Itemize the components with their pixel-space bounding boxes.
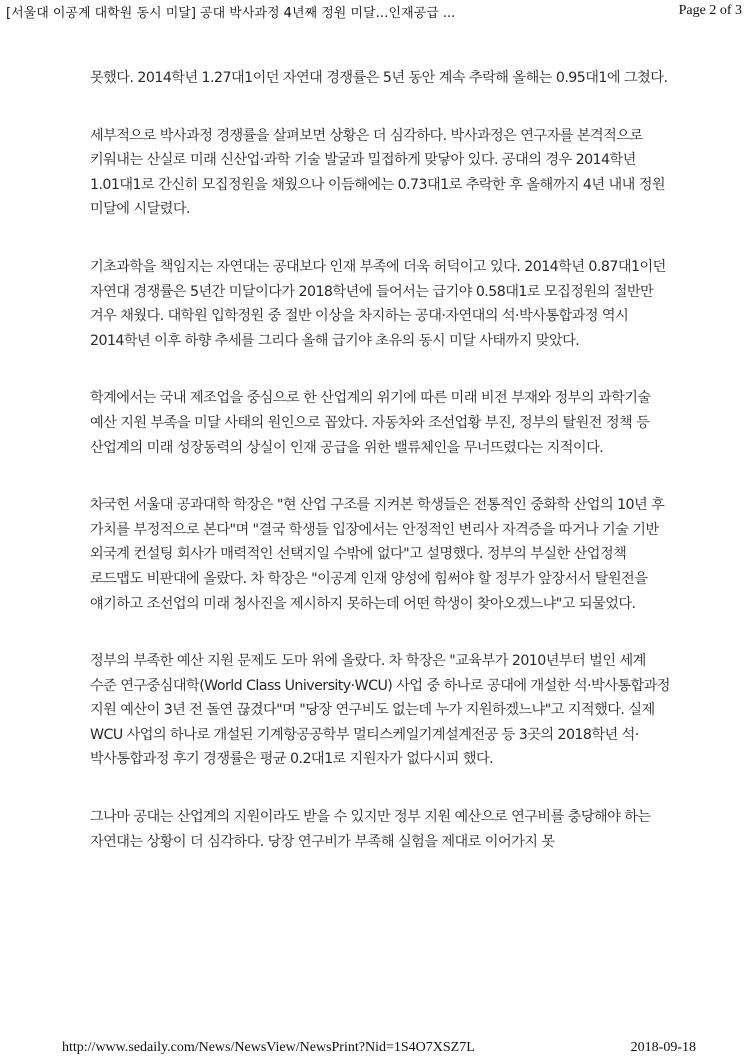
footer-url: http://www.sedaily.com/News/NewsView/NewsPrint?Nid=1S4O7XSZ7L: [62, 1040, 475, 1055]
article-paragraph: 학계에서는 국내 제조업을 중심으로 한 산업계의 위기에 따른 미래 비전 부재와 정부의 과학기술 예산 지원 부족을 미달 사태의 원인으로 꼽았다. 자동차와 조선업황 부진, 정부의 탈원전 정책 등 산업계의 미래 성장동력의 상실이 인재 공급을 위한 밸류체인을 무너뜨렸다는 지적이다.: [90, 390, 651, 456]
article-paragraph: 그나마 공대는 산업계의 지원이라도 받을 수 있지만 정부 지원 예산으로 연구비를 충당해야 하는 자연대는 상황이 더 심각하다. 당장 연구비가 부족해 실험을 제대로 이어가지 못: [90, 809, 651, 850]
article-paragraph: 못했다. 2014학년 1.27대1이던 자연대 경쟁률은 5년 동안 계속 추락해 올해는 0.95대1에 그쳤다.: [90, 70, 668, 86]
article-paragraph: 기초과학을 책임지는 자연대는 공대보다 인재 부족에 더욱 허덕이고 있다. 2014학년 0.87대1이던 자연대 경쟁률은 5년간 미달이다가 2018학년에 들어서는 급기야 0.58대1로 모집정원의 절반만 겨우 채웠다. 대학원 입학정원 중 절반 이상을 차지하는 공대·자연대의 석·박사통합과정 역시 2014학년 이후 하향 추세를 그리다 올해 급기야 초유의 동시 미달 사태까지 맞았다.: [90, 258, 666, 349]
article-paragraph: 정부의 부족한 예산 지원 문제도 도마 위에 올랐다. 차 학장은 "교육부가 2010년부터 벌인 세계 수준 연구중심대학(World Class University·WCU) 사업 중 하나로 공대에 개설한 석·박사통합과정 지원 예산이 3년 전 돌연 끊겼다"며 "당장 연구비도 없는데 누가 지원하겠느냐"고 지적했다. 실제 WCU 사업의 하나로 개설된 기계항공공학부 멀티스케일기계설계전공 등 3곳의 2018학년 석·박사통합과정 후기 경쟁률은 평균 0.2대1로 지원자가 없다시피 했다.: [90, 653, 670, 768]
header-title: [서울대 이공계 대학원 동시 미달] 공대 박사과정 4년째 정원 미달…인재공급 ...: [6, 6, 456, 21]
footer-date: 2018-09-18: [630, 1040, 696, 1055]
page-number: Page 2 of 3: [678, 3, 742, 18]
print-header: [0, 0, 750, 24]
article-paragraph: 세부적으로 박사과정 경쟁률을 살펴보면 상황은 더 심각하다. 박사과정은 연구자를 본격적으로 키워내는 산실로 미래 신산업·과학 기술 발굴과 밀접하게 맞닿아 있다. 공대의 경우 2014학년 1.01대1로 간신히 모집정원을 채웠으나 이듬해에는 0.73대1로 추락한 후 올해까지 4년 내내 정원 미달에 시달렸다.: [90, 127, 666, 218]
print-footer: [0, 1036, 750, 1062]
article-paragraph: 차국헌 서울대 공과대학 학장은 "현 산업 구조를 지켜본 학생들은 전통적인 중화학 산업의 10년 후 가치를 부정적으로 본다"며 "결국 학생들 입장에서는 안정적인 변리사 자격증을 따거나 기술 기반 외국계 컨설팅 회사가 매력적인 선택지일 수밖에 없다"고 설명했다. 정부의 부실한 산업정책 로드맵도 비판대에 올랐다. 차 학장은 "이공계 인재 양성에 힘써야 할 정부가 앞장서서 탈원전을 얘기하고 조선업의 미래 청사진을 제시하지 못하는데 어떤 학생이 찾아오겠느냐"고 되물었다.: [90, 497, 665, 612]
article-body: [90, 66, 670, 887]
